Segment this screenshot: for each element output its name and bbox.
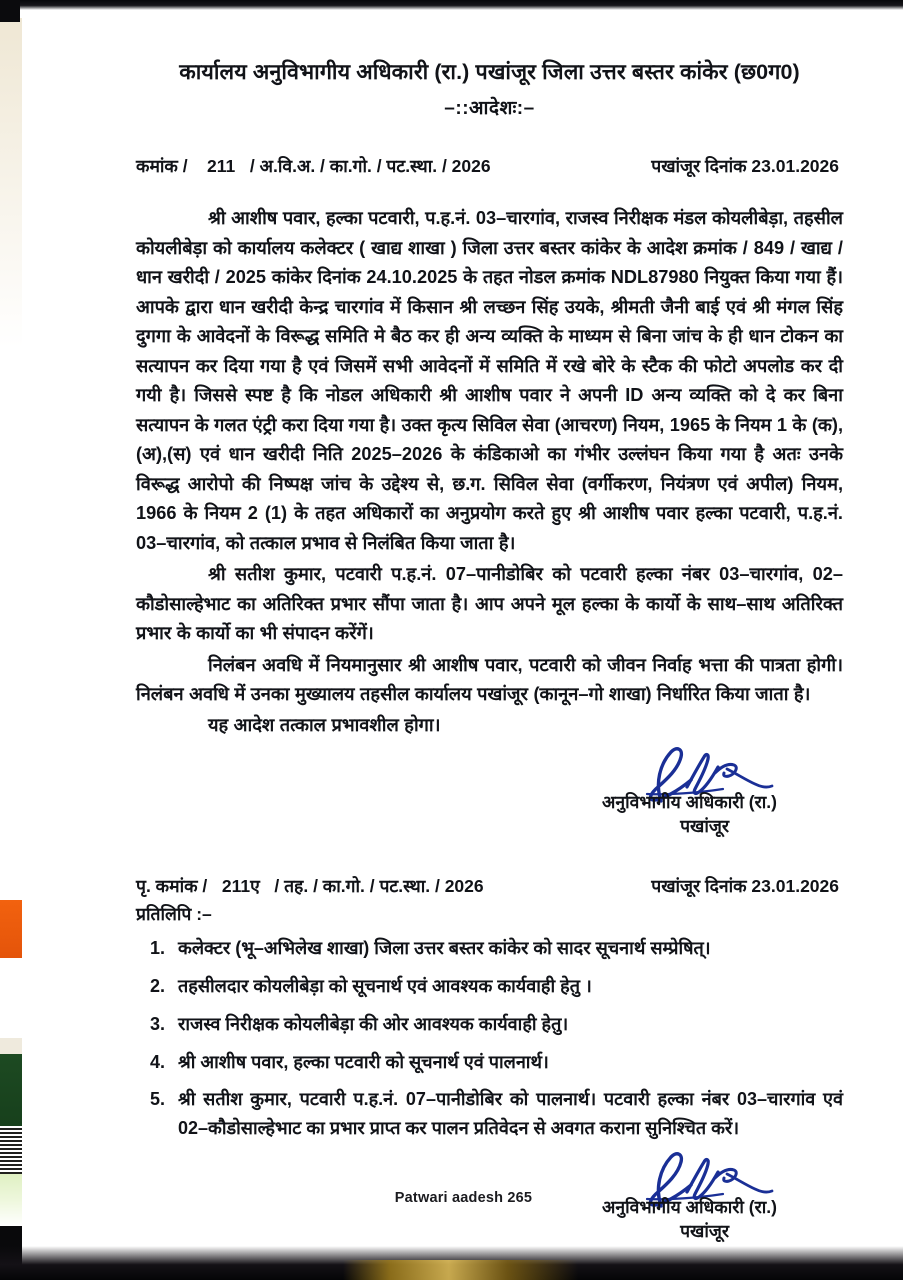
paper-sheet: [24, 12, 903, 1244]
document-subtitle: –::आदेशः:–: [444, 98, 535, 120]
copy-reference-row: [136, 874, 843, 898]
scan-edge-bottom: [0, 1246, 903, 1280]
reference-row: [136, 154, 843, 178]
page-caption: Patwari aadesh 265: [394, 1190, 533, 1206]
scan-corner-top-left: [0, 0, 20, 22]
scan-artifact-green: [0, 1054, 22, 1126]
scan-artifact-orange: [0, 900, 22, 958]
list-item: 4. श्री आशीष पवार, हल्का पटवारी को सूचनार्थ एवं पालनार्थ।: [170, 1048, 843, 1077]
order-body: [136, 204, 843, 741]
copy-reference-date: पखांजूर दिनांक 23.01.2026: [651, 876, 839, 897]
signature-place: पखांजूर: [680, 815, 729, 836]
list-item: 2. तहसीलदार कोयलीबेड़ा को सूचनार्थ एवं आवश्यक कार्यवाही हेतु ।: [170, 972, 843, 1001]
copy-distribution-section: [136, 874, 843, 1243]
paragraph-1: श्री आशीष पवार, हल्का पटवारी, प.ह.नं. 03–चारगांव, राजस्व निरीक्षक मंडल कोयलीबेड़ा, तहसील कोयलीबेड़ा को कार्यालय कलेक्टर ( खाद्य शाखा ) जिला उत्तर बस्तर कांकेर के आदेश क्रमांक / 849 / खाद्य / धान खरीदी / 2025 कांकेर दिनांक 24.10.2025 के तहत नोडल क्रमांक NDL87980 नियुक्त किया गया हैं। आपके द्वारा धान खरीदी केन्द्र चारगांव में किसान श्री लच्छन सिंह उयके, श्रीमती जैनी बाई एवं श्री मंगल सिंह दुगगा के आवेदनों के विरूद्ध समिति मे बैठ कर ही अन्य व्यक्ति के माध्यम से बिना जांच के ही धान टोकन का सत्यापन कर दिया गया है एवं जिसमें सभी आवेदनों में समिति में रखे बोरे के स्टैक की फोटो अपलोड कर दी गयी है। जिससे स्पष्ट है कि नोडल अधिकारी श्री आशीष पवार ने अपनी ID अन्य व्यक्ति को दे कर बिना सत्यापन के गलत एंट्री करा दिया गया है। उक्त कृत्य सिविल सेवा (आचरण) नियम, 1965 के नियम 1 के (क),(अ),(स) एवं धान खरीदी निति 2025–2026 के कंडिकाओ का गंभीर उल्लंघन किया गया है अतः उनके विरूद्ध आरोपो की निष्पक्ष जांच के उद्देश्य से, छ.ग. सिविल सेवा (वर्गीकरण, नियंत्रण एवं अपील) नियम, 1966 के नियम 2 (1) के तहत अधिकारों का अनुप्रयोग करते हुए श्री आशीष पवार हल्का पटवारी, प.ह.नं. 03–चारगांव, को तत्काल प्रभाव से निलंबित किया जाता है।: [136, 208, 843, 553]
signature-place: पखांजूर: [680, 1220, 729, 1241]
scan-artifact-cream: [0, 1038, 22, 1054]
scan-edge-top: [0, 0, 903, 10]
scan-artifact-lightgreen: [0, 1174, 22, 1226]
list-item: 5. श्री सतीश कुमार, पटवारी प.ह.नं. 07–पानीडोबिर को पालनार्थ। पटवारी हल्का नंबर 03–चारगांव एवं 02–कौडोसाल्हेभाट का प्रभार प्राप्त कर पालन प्रतिवेदन से अवगत कराना सुनिश्चित करें।: [170, 1085, 843, 1143]
reference-date: पखांजूर दिनांक 23.01.2026: [651, 156, 839, 177]
signature-designation: अनुविभागीय अधिकारी (रा.): [602, 1197, 777, 1217]
list-item: 1. कलेक्टर (भू–अभिलेख शाखा) जिला उत्तर बस्तर कांकेर को सादर सूचनार्थ सम्प्रेषित्।: [170, 934, 843, 963]
paragraph-4: यह आदेश तत्काल प्रभावशील होगा।: [208, 715, 441, 736]
scan-artifact-paper: [0, 18, 22, 348]
signature-designation: अनुविभागीय अधिकारी (रा.): [602, 791, 777, 812]
document-title: कार्यालय अनुविभागीय अधिकारी (रा.) पखांजूर जिला उत्तर बस्तर कांकेर (छ0ग0): [179, 60, 800, 84]
copy-label: प्रतिलिपि :–: [136, 904, 212, 925]
reference-number: कमांक / 211 / अ.वि.अ. / का.गो. / पट.स्था. / 2026: [136, 156, 491, 177]
copy-recipient-list: [136, 934, 843, 1143]
scan-artifact-stripes: [0, 1126, 22, 1174]
paragraph-2: श्री सतीश कुमार, पटवारी प.ह.नं. 07–पानीडोबिर को पटवारी हल्का नंबर 03–चारगांव, 02–कौडोसाल्हेभाट का अतिरिक्त प्रभार सौंपा जाता है। आप अपने मूल हल्का के कार्यो के साथ–साथ अतिरिक्त प्रभार के कार्यो का भी संपादन करेंगें।: [136, 564, 843, 644]
paragraph-3: निलंबन अवधि में नियमानुसार श्री आशीष पवार, पटवारी को जीवन निर्वाह भत्ता की पात्रता होगी। निलंबन अवधि में उनका मुख्यालय तहसील कार्यालय पखांजूर (कानून–गो शाखा) निर्धारित किया जाता है।: [136, 654, 843, 704]
list-item: 3. राजस्व निरीक्षक कोयलीबेड़ा की ओर आवश्यक कार्यवाही हेतु।: [170, 1010, 843, 1039]
scan-edge-left: [0, 0, 24, 1280]
signature-block-primary: [136, 743, 843, 838]
copy-reference-number: पृ. कमांक / 211ए / तह. / का.गो. / पट.स्था. / 2026: [136, 876, 484, 897]
